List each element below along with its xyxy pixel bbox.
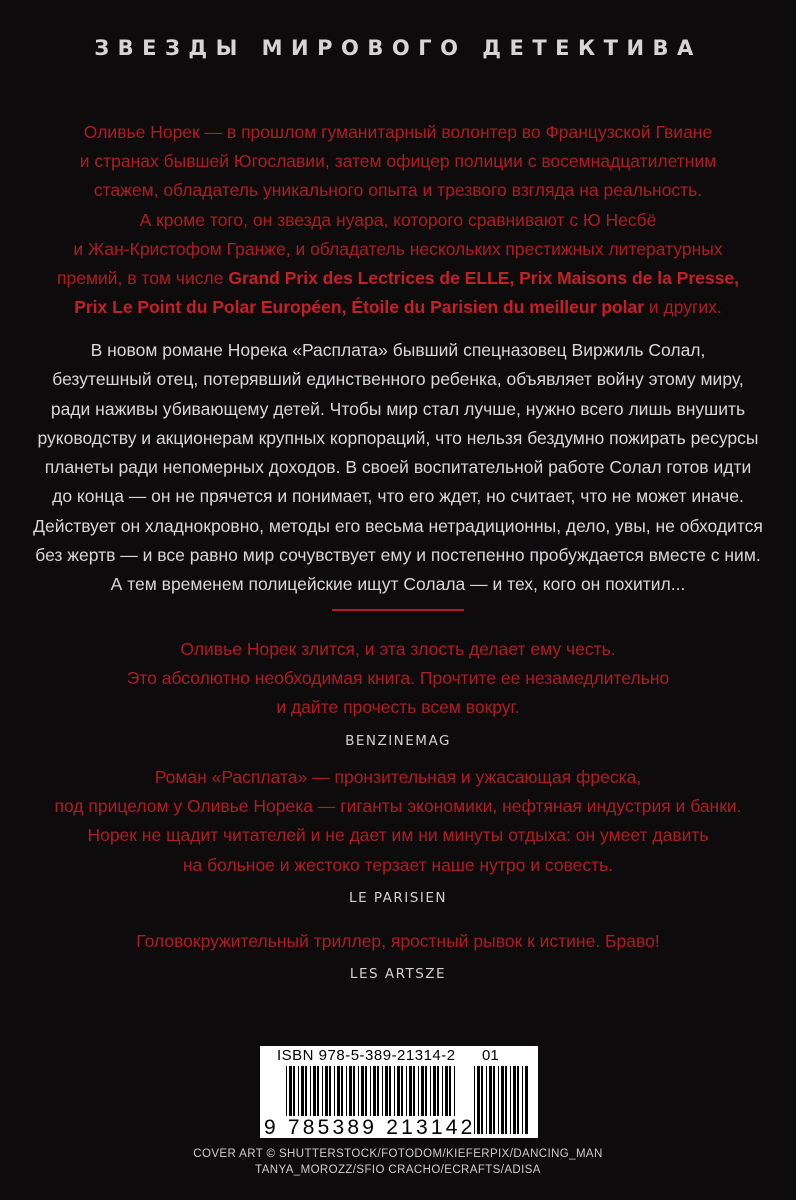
barcode-bar <box>430 1066 431 1116</box>
barcode-bar <box>413 1066 415 1116</box>
barcode-bar <box>329 1066 331 1116</box>
barcode-bar <box>489 1066 492 1134</box>
barcode-bar <box>353 1066 355 1116</box>
bio-line: и странах бывшей Югославии, затем офицер полиции с восемнадцатилетним <box>79 151 717 172</box>
barcode-bar <box>358 1066 359 1116</box>
barcode-bar <box>401 1066 403 1116</box>
quote-line: Головокружительный триллер, яростный рывок к истине. Браво! <box>136 931 660 951</box>
quote-line: и дайте прочесть всем вокруг. <box>276 697 520 718</box>
quote-line: Норек не щадит читателей и не дает им ни минуты отдыха: он умеет давить <box>87 825 709 846</box>
bio-line: А кроме того, он звезда нуара, которого сравнивают с Ю Несбё <box>139 209 657 230</box>
quote-text <box>0 763 796 880</box>
barcode-bar <box>449 1066 451 1116</box>
synopsis-line: планеты ради непомерных доходов. В своей воспитательной работе Солал готов идти <box>44 457 752 478</box>
quote-text <box>0 635 796 723</box>
bio-line: стажем, обладатель уникального опыта и трезвого взгляда на реальность. <box>93 180 703 201</box>
barcode-bar <box>325 1066 328 1116</box>
synopsis-line: безутешный отец, потерявший единственного ребенка, объявляет войну этому миру, <box>52 369 744 390</box>
section-divider <box>332 609 464 611</box>
review-quote <box>0 635 796 749</box>
bio-text: премий, в том числе <box>57 268 229 289</box>
review-quote <box>0 763 796 906</box>
barcode-bar <box>486 1066 487 1134</box>
credits-line: TANYA_MOROZZ/SFIO CRACHO/ECRAFTS/ADISA <box>255 1164 541 1176</box>
synopsis <box>0 336 796 600</box>
barcode-bar <box>493 1066 495 1134</box>
bio-text: и других. <box>644 297 722 318</box>
credits-line: COVER ART © SHUTTERSTOCK/FOTODOM/KIEFERPIX/DANCING_MAN <box>193 1148 603 1160</box>
quote-source: LE PARISIEN <box>349 889 447 906</box>
series-title: ЗВЕЗДЫ МИРОВОГО ДЕТЕКТИВА <box>94 36 702 60</box>
barcode-bar <box>349 1066 352 1116</box>
quote-line: на больное и жестоко терзает наше нутро и совесть. <box>182 854 614 875</box>
barcode-bar <box>389 1066 391 1116</box>
quote-source: BENZINEMAG <box>345 732 451 749</box>
award-names: Prix Le Point du Polar Européen, Étoile du Parisien du meilleur polar <box>74 297 645 318</box>
bio-line: и Жан-Кристофом Гранже, и обладатель нескольких престижных литературных <box>73 238 723 259</box>
barcode-bar <box>377 1066 379 1116</box>
barcode-bar <box>385 1066 388 1116</box>
barcode-bar <box>406 1066 407 1116</box>
barcode-digits: 9 785389 213142 <box>264 1116 476 1139</box>
barcode-bar <box>409 1066 412 1116</box>
barcode-bar <box>510 1066 511 1134</box>
quote-line: под прицелом у Оливье Норека — гиганты экономики, нефтяная индустрия и банки. <box>54 796 742 817</box>
bio-line <box>0 264 796 293</box>
barcode-bar <box>522 1066 523 1134</box>
review-quote <box>0 927 796 982</box>
barcode-bar <box>301 1066 304 1116</box>
barcode-bar <box>310 1066 311 1116</box>
quote-line: Это абсолютно необходимая книга. Прочтите ее незамедлительно <box>126 668 670 689</box>
barcode-bar <box>313 1066 316 1116</box>
barcode-bar <box>373 1066 376 1116</box>
barcode-bar <box>481 1066 483 1134</box>
barcode-bar <box>445 1066 448 1116</box>
barcode-bar <box>421 1066 424 1116</box>
barcode-bar <box>286 1066 287 1116</box>
barcode-bar <box>437 1066 439 1116</box>
synopsis-line: ради наживы убивающему детей. Чтобы мир стал лучше, нужно всего лишь внушить <box>50 398 746 419</box>
barcode-bar <box>289 1066 292 1116</box>
synopsis-line: А тем временем полицейские ищут Солала — и тех, кого он похитил... <box>110 574 686 595</box>
barcode-bar <box>498 1066 499 1134</box>
barcode-bar <box>394 1066 395 1116</box>
barcode-bar <box>525 1066 528 1134</box>
barcode-bar <box>505 1066 507 1134</box>
barcode-bar <box>322 1066 323 1116</box>
barcode-bar <box>334 1066 335 1116</box>
bio-line: Оливье Норек — в прошлом гуманитарный волонтер во Французской Гвиане <box>83 122 713 142</box>
barcode-bar <box>501 1066 504 1134</box>
barcode-bar <box>477 1066 480 1134</box>
synopsis-line: Действует он хладнокровно, методы его весьма нетрадиционны, дело, увы, не обходится <box>33 515 763 536</box>
barcode-bar <box>365 1066 367 1116</box>
barcode-bar <box>346 1066 347 1116</box>
bio-line <box>0 293 796 322</box>
award-names: Grand Prix des Lectrices de ELLE, Prix Maisons de la Presse, <box>228 268 739 289</box>
barcode-bar <box>305 1066 307 1116</box>
barcode-bar <box>317 1066 319 1116</box>
barcode-bar <box>337 1066 340 1116</box>
synopsis-line: без жертв — и все равно мир сочувствует ему и постепенно пробуждается вместе с ним. <box>35 545 761 566</box>
barcode-bar <box>397 1066 400 1116</box>
barcode-bar <box>382 1066 383 1116</box>
barcode-bar <box>361 1066 364 1116</box>
synopsis-line: до конца — он не прячется и понимает, что его ждет, но считает, что не может иначе. <box>52 486 744 507</box>
author-bio <box>0 118 796 322</box>
cover-credits <box>0 1146 796 1178</box>
synopsis-line: руководству и акционерам крупных корпораций, что нельзя бездумно пожирать ресурсы <box>37 427 759 448</box>
barcode-bar <box>418 1066 419 1116</box>
synopsis-line: В новом романе Норека «Расплата» бывший спецназовец Виржиль Солал, <box>90 340 706 360</box>
barcode-bar <box>454 1066 455 1116</box>
isbn-barcode <box>260 1046 538 1138</box>
barcode-bar <box>425 1066 427 1116</box>
isbn-addon: 01 <box>482 1047 499 1064</box>
barcode-bar <box>513 1066 516 1134</box>
quote-text <box>0 927 796 956</box>
barcode-bar <box>433 1066 436 1116</box>
quote-line: Оливье Норек злится, и эта злость делает ему честь. <box>180 639 616 659</box>
isbn-label: ISBN 978-5-389-21314-2 <box>277 1047 456 1064</box>
quote-source: LES ARTSZE <box>349 966 447 983</box>
barcode-bar <box>370 1066 371 1116</box>
quote-line: Роман «Расплата» — пронзительная и ужасающая фреска, <box>154 767 642 787</box>
barcode-bar <box>517 1066 519 1134</box>
barcode-bar <box>293 1066 295 1116</box>
barcode-bar <box>341 1066 343 1116</box>
barcode-bar <box>298 1066 299 1116</box>
barcode-bar <box>442 1066 443 1116</box>
